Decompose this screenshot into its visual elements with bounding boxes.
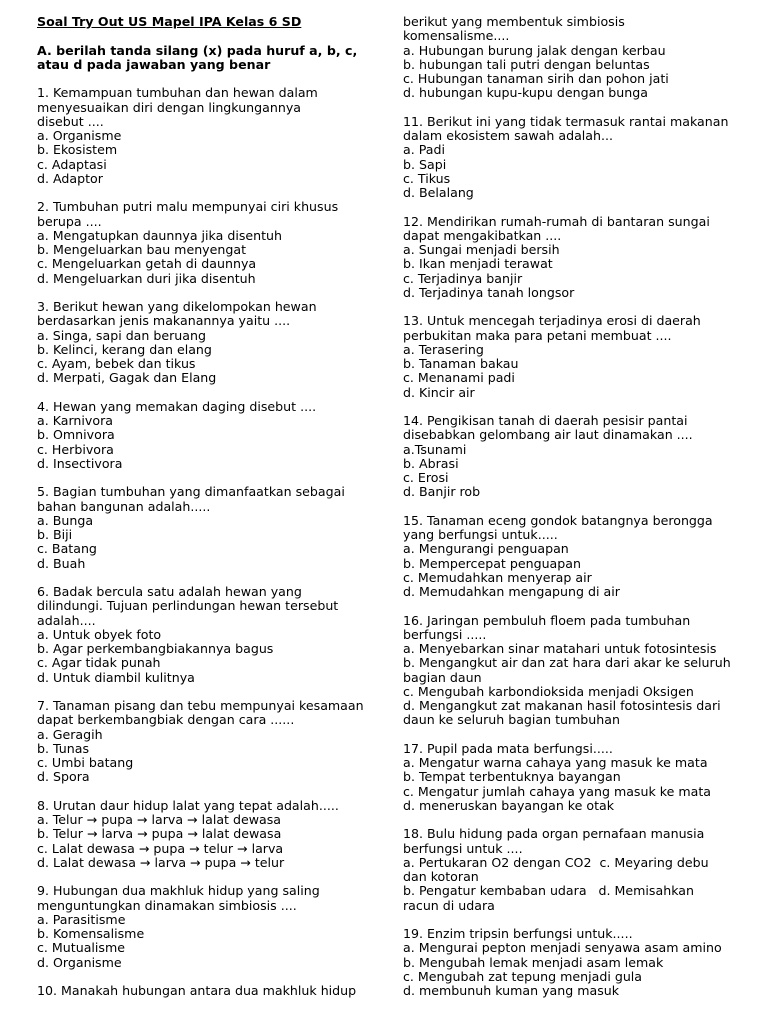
spacer: [403, 813, 748, 827]
question-text: 15. Tanaman eceng gondok batangnya berongga: [403, 512, 713, 528]
question-text: 13. Untuk mencegah terjadinya erosi di daerah: [403, 313, 701, 329]
question-line: menguntungkan dinamakan simbiosis ....: [37, 897, 297, 913]
question-line: c. Memudahkan menyerap air: [403, 569, 592, 585]
spacer: [403, 599, 748, 613]
question-line: a. Telur → pupa → larva → lalat dewasa: [37, 812, 282, 827]
question-line: a. Mengurai pepton menjadi senyawa asam amino: [403, 940, 722, 956]
question-line: perbukitan maka para petani membuat ....: [403, 327, 672, 343]
spacer: [37, 386, 380, 400]
question-line: d. Organisme: [37, 954, 122, 970]
question-line: c. Terjadinya banjir: [403, 270, 523, 286]
question-line: d. Buah: [37, 555, 86, 571]
question-line: c. Herbivora: [37, 441, 114, 457]
question-text: 14. Pengikisan tanah di daerah pesisir pantai: [403, 413, 688, 428]
question-line: berfungsi .....: [403, 626, 487, 642]
question-line: d. Mengeluarkan duri jika disentuh: [37, 270, 256, 286]
question-line: komensalisme....: [403, 28, 510, 44]
question-block: [37, 799, 380, 870]
right-question-list: [403, 15, 748, 998]
question-text: berikut yang membentuk simbiosis: [403, 14, 625, 29]
spacer: [403, 400, 748, 414]
question-line: c. Ayam, bebek dan tikus: [37, 356, 196, 371]
spacer: [37, 870, 380, 884]
question-line: b. Agar perkembangbiakannya bagus: [37, 641, 274, 656]
question-block: [37, 485, 380, 571]
question-block: [37, 86, 380, 186]
question-text: 5. Bagian tumbuhan yang dimanfaatkan sebagai: [37, 484, 345, 500]
spacer: [403, 913, 748, 927]
question-line: b. hubungan tali putri dengan beluntas: [403, 56, 650, 72]
question-line: berdasarkan jenis makanannya yaitu ....: [37, 313, 291, 329]
question-line: a. Sungai menjadi bersih: [403, 242, 560, 257]
question-block: [37, 585, 380, 685]
question-line: adalah....: [37, 612, 96, 628]
question-text: 17. Pupil pada mata berfungsi.....: [403, 740, 613, 756]
question-text: 19. Enzim tripsin berfungsi untuk.....: [403, 926, 633, 941]
question-line: disebut ....: [37, 113, 104, 129]
question-text: 1. Kemampuan tumbuhan dan hewan dalam: [37, 85, 318, 101]
question-line: a. Terasering: [403, 341, 484, 357]
question-line: a.Tsunami: [403, 441, 467, 457]
question-text: 3. Berikut hewan yang dikelompokan hewan: [37, 299, 317, 314]
spacer: [37, 571, 380, 585]
question-block: [403, 514, 748, 600]
question-line: a. Karnivora: [37, 413, 113, 428]
question-line: c. Adaptasi: [37, 156, 107, 172]
question-line: b. Komensalisme: [37, 926, 145, 941]
question-line: berfungsi untuk ....: [403, 840, 523, 856]
spacer: [37, 286, 380, 300]
question-line: c. Agar tidak punah: [37, 655, 161, 671]
question-text: 16. Jaringan pembuluh floem pada tumbuhan: [403, 612, 691, 628]
question-line: c. Umbi batang: [37, 755, 134, 770]
question-line: d. Merpati, Gagak dan Elang: [37, 370, 217, 386]
question-line: a. Menyebarkan sinar matahari untuk fotosintesis: [403, 641, 717, 656]
question-line: d. Terjadinya tanah longsor: [403, 284, 575, 300]
question-line: a. Hubungan burung jalak dengan kerbau: [403, 42, 666, 58]
left-column: [37, 15, 380, 998]
question-block: [37, 200, 380, 286]
question-block: [37, 699, 380, 785]
question-line: b. Ikan menjadi terawat: [403, 256, 553, 272]
spacer: [37, 785, 380, 799]
question-line: c. Erosi: [403, 470, 449, 485]
question-line: a. Mengatupkan daunnya jika disentuh: [37, 227, 283, 243]
question-line: c. Mutualisme: [37, 940, 125, 956]
question-line: d. Spora: [37, 769, 90, 785]
question-line: c. Hubungan tanaman sirih dan pohon jati: [403, 71, 669, 86]
question-block: [403, 15, 748, 101]
question-block: [403, 827, 748, 913]
question-text: 4. Hewan yang memakan daging disebut ....: [37, 398, 317, 414]
question-line: d. hubungan kupu-kupu dengan bunga: [403, 85, 648, 101]
question-line: b. Tempat terbentuknya bayangan: [403, 769, 621, 785]
question-line: dapat mengakibatkan ....: [403, 227, 562, 243]
question-line: bagian daun: [403, 669, 482, 685]
question-line: b. Tunas: [37, 740, 90, 756]
question-line: b. Biji: [37, 527, 73, 542]
question-line: b. Abrasi: [403, 455, 459, 471]
question-line: a. Untuk obyek foto: [37, 626, 162, 642]
question-text: 11. Berikut ini yang tidak termasuk rantai makanan: [403, 113, 729, 129]
question-line: d. Adaptor: [37, 170, 103, 186]
instruction-block: [37, 44, 380, 73]
question-line: a. Geragih: [37, 726, 103, 742]
spacer: [37, 29, 380, 43]
right-column: [403, 15, 748, 998]
spacer: [403, 101, 748, 115]
question-block: [403, 614, 748, 728]
question-block: [403, 314, 748, 400]
question-line: dalam ekosistem sawah adalah...: [403, 128, 613, 143]
question-text: 12. Mendirikan rumah-rumah di bantaran sungai: [403, 213, 710, 229]
question-block: [37, 984, 380, 998]
spacer: [403, 500, 748, 514]
question-text: 7. Tanaman pisang dan tebu mempunyai kesamaan: [37, 698, 364, 713]
spacer: [403, 728, 748, 742]
question-line: a. Padi: [403, 142, 445, 158]
question-line: d. Banjir rob: [403, 484, 481, 500]
question-line: d. Mengangkut zat makanan hasil fotosintesis dari: [403, 698, 721, 713]
question-text: 9. Hubungan dua makhluk hidup yang saling: [37, 883, 320, 899]
question-block: [403, 115, 748, 201]
question-line: d. Kincir air: [403, 384, 475, 400]
question-line: b. Ekosistem: [37, 142, 118, 158]
question-line: c. Batang: [37, 541, 97, 557]
question-line: a. Mengurangi penguapan: [403, 541, 569, 557]
question-line: d. membunuh kuman yang masuk: [403, 983, 620, 998]
spacer: [37, 471, 380, 485]
question-line: b. Mempercepat penguapan: [403, 555, 581, 571]
question-line: disebabkan gelombang air laut dinamakan ....: [403, 427, 693, 443]
question-line: b. Mengeluarkan bau menyengat: [37, 242, 247, 257]
question-line: b. Sapi: [403, 156, 447, 172]
question-text: 18. Bulu hidung pada organ pernafaan manusia: [403, 826, 705, 842]
question-line: daun ke seluruh bagian tumbuhan: [403, 712, 620, 728]
question-line: berupa ....: [37, 213, 102, 229]
question-block: [403, 927, 748, 998]
question-line: c. Tikus: [403, 170, 451, 186]
question-line: c. Mengubah zat tepung menjadi gula: [403, 968, 643, 984]
question-line: b. Tanaman bakau: [403, 356, 519, 371]
question-block: [37, 300, 380, 386]
question-line: c. Mengeluarkan getah di daunnya: [37, 256, 257, 272]
question-line: b. Telur → larva → pupa → lalat dewasa: [37, 826, 282, 842]
question-line: b. Pengatur kembaban udara d. Memisahkan: [403, 883, 694, 899]
question-line: d. Lalat dewasa → larva → pupa → telur: [37, 854, 285, 870]
question-line: a. Pertukaran O2 dengan CO2 c. Meyaring debu: [403, 854, 709, 870]
question-line: d. Insectivora: [37, 455, 123, 471]
instruction-line: A. berilah tanda silang (x) pada huruf a, b, c,: [37, 42, 358, 58]
question-block: [403, 414, 748, 500]
question-line: dan kotoran: [403, 869, 479, 884]
spacer: [37, 186, 380, 200]
question-line: d. meneruskan bayangan ke otak: [403, 797, 615, 813]
question-line: d. Belalang: [403, 185, 474, 200]
question-block: [403, 742, 748, 813]
question-line: a. Bunga: [37, 512, 94, 528]
left-question-list: [37, 86, 380, 998]
question-line: a. Organisme: [37, 128, 122, 143]
question-block: [37, 400, 380, 471]
question-line: b. Kelinci, kerang dan elang: [37, 341, 212, 357]
question-line: menyesuaikan diri dengan lingkungannya: [37, 99, 302, 115]
question-text: 6. Badak bercula satu adalah hewan yang: [37, 584, 302, 599]
question-line: racun di udara: [403, 897, 495, 913]
question-line: yang berfungsi untuk.....: [403, 527, 558, 542]
question-text: 10. Manakah hubungan antara dua makhluk hidup: [37, 983, 357, 998]
question-line: a. Singa, sapi dan beruang: [37, 327, 206, 343]
spacer: [37, 685, 380, 699]
question-line: b. Mengangkut air dan zat hara dari akar ke seluruh: [403, 655, 731, 671]
question-text: 8. Urutan daur hidup lalat yang tepat adalah.....: [37, 797, 339, 813]
question-line: bahan bangunan adalah.....: [37, 498, 211, 514]
question-line: d. Untuk diambil kulitnya: [37, 669, 195, 685]
question-line: a. Parasitisme: [37, 911, 126, 927]
instruction-line: atau d pada jawaban yang benar: [37, 56, 271, 72]
spacer: [37, 970, 380, 984]
question-line: c. Mengubah karbondioksida menjadi Oksigen: [403, 683, 694, 699]
question-block: [403, 215, 748, 301]
question-line: dapat berkembangbiak dengan cara ......: [37, 712, 295, 728]
question-line: b. Omnivora: [37, 427, 115, 443]
question-line: d. Memudahkan mengapung di air: [403, 584, 620, 599]
question-line: c. Menanami padi: [403, 370, 515, 386]
question-line: a. Mengatur warna cahaya yang masuk ke mata: [403, 755, 708, 770]
question-line: c. Lalat dewasa → pupa → telur → larva: [37, 840, 284, 856]
spacer: [403, 200, 748, 214]
spacer: [403, 300, 748, 314]
spacer: [37, 72, 380, 86]
question-line: b. Mengubah lemak menjadi asam lemak: [403, 954, 664, 970]
question-line: c. Mengatur jumlah cahaya yang masuk ke mata: [403, 783, 712, 799]
question-text: 2. Tumbuhan putri malu mempunyai ciri khusus: [37, 199, 339, 215]
question-line: dilindungi. Tujuan perlindungan hewan tersebut: [37, 598, 339, 614]
question-block: [37, 884, 380, 970]
document-title: Soal Try Out US Mapel IPA Kelas 6 SD: [37, 14, 302, 29]
